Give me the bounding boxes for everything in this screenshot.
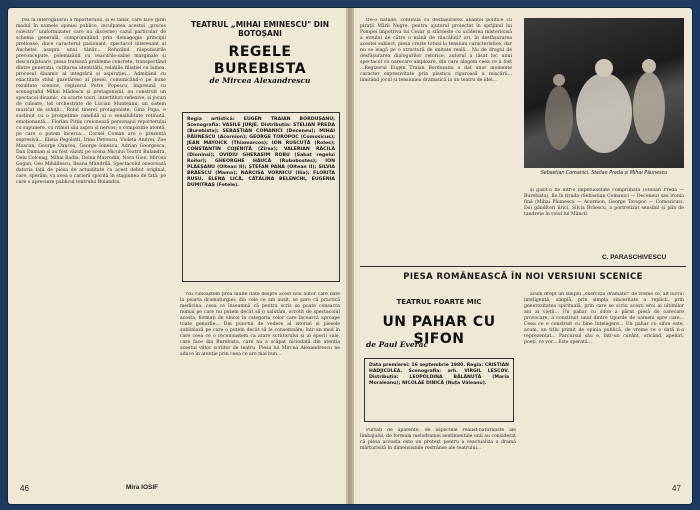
credits-box <box>182 112 340 282</box>
signature: Mira IOSIF <box>126 484 159 491</box>
review-2-text: Purtați de aparente, de aspectele realist-naturaliste ale limbajului, de formula melodramei sentimentale unii au considerat că piesa aceasta este un pretext pentru a reactualiza o dramă mărturisită în dimensiunile restrânse ale teatrului... <box>360 428 516 451</box>
page-number: 46 <box>20 484 29 493</box>
right-page <box>354 8 692 504</box>
right-column-1-upper <box>360 18 512 266</box>
article-text: rea la interogatoriu a reporterului, și el tânăr, care face (prin modul în numele opiniei publice, inculpatea acestui „proces colectiv" uniformizator care nu discerne) cazul particular de schema generală, compromițând prin demagogie principii pretioase, duce caracterul pasionant, spectacol interesant al Anchetei asupra unui tânăr... Refuzând răspunsurile preconcepute, polemizând cu veacurile-sabie marginale și descurajatoare, piesa tratează probleme concrete, transportând dintre generații, cuțitarea identității, relațiile filiației cu lumea, procesul dinamic al integrării și aspirației... Admițând cu exactitate stilul gazetăresc al piesei, comunicând-o pe bune rezultate scenice, regizorul Petre Popescu, împreună cu scenograful Mihai Mădescu și protagoniștii, au construit un spectacol dinamic, cu scurte touri, intertitluri reflexive, și jocuri de culoare, tot orchestrate de Lucian Munteanu, un sistem muzical de schiță... Rolul tinerei protagoniste, Gina Popa, e susținut cu o prospețime candidă și o sensibilitate reținută, emoționantă... Florian Pittiș creionează personajul reporterului cu supunere, cu ritmul său aspru și nervos; o compoziție atentă, pe care o putem încerca... Cornel Coman are o prezență expresivă... Elena Pegolotti, Irina Petrescu, Violeta Andrei, Zoe Muscan, George Oancea, George Ionescu, Adrian Georgescu, Dan Damian și au fost văzuți pe scena Micului Teatru Bulandra, Gelu Colceag, Mihai Badiu, Doina Mavrodin, Nora Gion, Mircea Gogan, Geo Mihăilescu, Ileana Mândrilă. Spectacolul oneorează datoria față de piesa de actualitate cu acest debut original, care, sperăm, va avea o carieră sporită în stagiunea de față, pe care o aprecieze publicul teatrului Bulandra. <box>16 18 166 185</box>
photo-caption: Sebastian Comanici, Stelian Preda și Mihai Păunescu <box>540 171 668 176</box>
production-photo <box>524 18 684 168</box>
review-2-text-cont: acum drept un simplu „exercițiu dramatic" de vreme ce, alt lucru: inteligență, simplă, prin simpla sinceritate a replicii, prin generozitatea spirituală, prin care se scriu acești eroi ai ultimilor ani ai vieții... Un pahar cu sifon a părut piesă de oarecare provocare, a constituit unul dintre tipurile de oameni spre care... Ceea ce e construit cu bine înțelegere... Un pahar cu sifon este, acum, un titlu primit de opinia publică, de vreme ce o dată n-a reprezentat... Parcursul său e, într-un cuvânt, oricând, apeluri, poeți, ce vor... Este sperată... <box>524 292 684 345</box>
binding-gutter <box>346 8 354 504</box>
play-title: REGELE BUREBISTA <box>213 44 307 77</box>
left-column-2-text <box>180 292 340 497</box>
right-column-2-lower <box>524 292 684 484</box>
article-text-continued: tre-o bătălie, continuă cu desfășurarea alianței politice cu pirații Mării Negre, pentru ajutorul proiectat în sprijinul lui Pompei împotriva lui Cezar și sfârșește cu uciderea misterioasă a eroului de către o mână de răucăluți? ori, în desfășurarea acestei subiect, piesa crește totuși la tensiuni caracteristice, dar nu se leagă pe o structură de unitate reală... Nu de dragul de desfășurarea dialogurilor retorice, autorul a lăsat loc unui spectacol cu oarecare amploare, din care alegem ceea ce a fost ...Regizorul Eugen Traian Bordușanu a dat unor momente caracter expresivitate prin plastica riguroasă a mișcării... limitând jocul și tensiunea dramatică la un teatru de idei... <box>360 18 512 83</box>
left-column-text <box>16 18 166 473</box>
premiere-credits-box <box>364 358 514 422</box>
play-title-2: UN PAHAR CU SIFON <box>382 314 496 347</box>
review-text: Nu cunoaștem prea multe date despre acest nou autor care bate la poarta dramaturgiei; din cele ce am aușit, se pare că practică medicina, ceea ce înseamnă că pentru scris se poate consacra numai pe care nu putem decât să o salutăm, ocrotit de spectacolul acesta, formați de obicei în categoria celor care încearcă aproape toate genurile... Din punctul de vedere al istoriei și piesele subliniază pe care o putem decât să le consemnăm, într-un mod în care ceea ce o recunoaștem ca atare scriitorului și al epocii sale, care face din Burebista, care nu a scăpat niciodată din atenția acestui viitor scriitor de teatru. Piesa lui Mircea Alexandrescu ne aduce în atenție prin ceea ce are mai bun... <box>180 292 340 357</box>
right-column-2-upper <box>524 188 684 250</box>
section-header: PIESA ROMÂNEASCĂ ÎN NOI VERSIUNI SCENICE <box>403 272 643 282</box>
premiere-credits-text: Data premierei: 16 septembrie 1980. Regia: CRISTIAN HADJICULEA. Scenografia: arh. VIRGIL LESCOV. Distribuția: LEOPOLDINA BĂLĂNUȚĂ (Maria Moraleanu); NICOLAE DINICĂ (Nuța Văleanu). <box>369 363 509 386</box>
credits-text: Regia artistică: EUGEN TRAIAN BORDUȘANU; Scenografia: VASILE JURJE. Distribuția: STELIAN PREDA (Burebista); SEBASTIAN COMANICI (Deceneu); MIHAI PĂUNESCU (Acornion); GEORGE TOROPOC (Comosicus); JEAN MAYOICK (Thiamarcos); ION RUSCUȚĂ (Roles); CONSTANTIN COJENIȚĂ (Zirax); VALERIAN RĂCILĂ (Dioninsi); OVIDIU GHERASIM ROBU (Sabat regelui Roilor); GHEORGHE HĂUCĂ (Rubobostes); ION PLĂEȘANU (Oltean II); ȘTEFAN PANA (Oltean II); SILVIA BRĂESCU (Mama); NARCISA VORNICU (Ilia); FLORITA RUSU, ELENA LICĂ, CĂTĂLINA BELENCHI, EUGENIA DUMITRAȘ (Fetele). <box>187 117 335 188</box>
signature-right: C. PARASCHIVESCU <box>602 254 667 261</box>
right-column-1-lower <box>360 428 516 496</box>
play-author-2: de Paul Everac <box>366 340 429 349</box>
page-number-right: 47 <box>672 484 681 493</box>
review-text-end: și găsit-o fie într-o impetuozitate comprimată (Stelian Preda — Burebista), fie în tirada (Sebastian Comanici — Deceneu) sau ironia fină (Mihai Păunescu — Acornion, George Toropoc — Comosicus). Doi gânditori lirici, Silvia Brăescu, a portretizat sensibil și plin de tandrețe în rolul lui Mâncil. <box>524 188 684 217</box>
section-rule-top <box>360 266 686 267</box>
photo-figures <box>524 18 684 168</box>
magazine-spread <box>8 8 692 504</box>
theater-header: TEATRUL „MIHAI EMINESCU" DIN BOTOȘANI <box>190 20 330 38</box>
left-page <box>8 8 346 504</box>
theater-header-2: TEATRUL FOARTE MIC <box>396 298 482 306</box>
play-author: de Mircea Alexandrescu <box>209 76 311 85</box>
